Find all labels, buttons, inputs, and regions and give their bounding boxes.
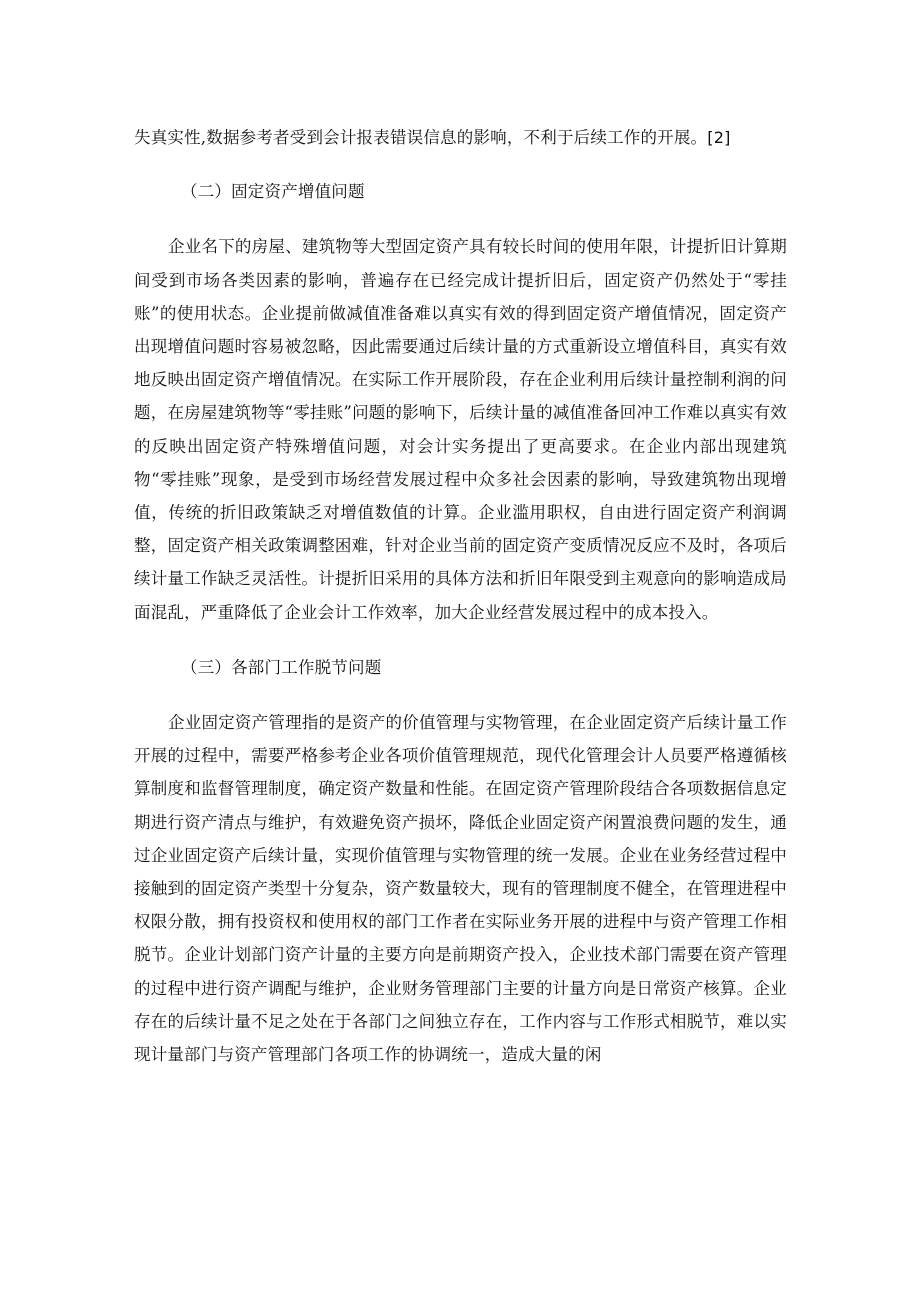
paragraph-department-disconnect: 企业固定资产管理指的是资产的价值管理与实物管理，在企业固定资产后续计量工作开展的过程中，需要严格参考企业各项价值管理规范，现代化管理会计人员要严格遵循核算制度和监督管理制度，确定资产数量和性能。在固定资产管理阶段结合各项数据信息定期进行资产清点与维护，有效避免资产损坏，降低企业固定资产闲置浪费问题的发生，通过企业固定资产后续计量，实现价值管理与实物管理的统一发展。企业在业务经营过程中接触到的固定资产类型十分复杂，资产数量较大，现有的管理制度不健全，在管理进程中权限分散，拥有投资权和使用权的部门工作者在实际业务开展的进程中与资产管理工作相脱节。企业计划部门资产计量的主要方向是前期资产投入，企业技术部门需要在资产管理的过程中进行资产调配与维护，企业财务管理部门主要的计量方向是日常资产核算。企业存在的后续计量不足之处在于各部门之间独立存在，工作内容与工作形式相脱节，难以实现计量部门与资产管理部门各项工作的协调统一，造成大量的闲 bbox=[134, 713, 787, 1065]
paragraph-continuation bbox=[134, 121, 787, 154]
paragraph-continuation-text: 失真实性,数据参考者受到会计报表错误信息的影响，不利于后续工作的开展。 bbox=[134, 128, 708, 147]
section-heading-2: （二）固定资产增值问题 bbox=[181, 182, 365, 202]
citation-reference: [2] bbox=[707, 128, 731, 147]
paragraph-fixed-asset-appreciation: 企业名下的房屋、建筑物等大型固定资产具有较长时间的使用年限，计提折旧计算期间受到市场各类因素的影响，普遍存在已经完成计提折旧后，固定资产仍然处于“零挂账”的使用状态。企业提前做减值准备难以真实有效的得到固定资产增值情况，固定资产出现增值问题时容易被忽略，因此需要通过后续计量的方式重新设立增值科目，真实有效地反映出固定资产增值情况。在实际工作开展阶段，存在企业利用后续计量控制利润的问题，在房屋建筑物等“零挂账”问题的影响下，后续计量的减值准备回冲工作难以真实有效的反映出固定资产特殊增值问题，对会计实务提出了更高要求。在企业内部出现建筑物“零挂账”现象，是受到市场经营发展过程中众多社会因素的影响，导致建筑物出现增值，传统的折旧政策缺乏对增值数值的计算。企业滥用职权，自由进行固定资产利润调整，固定资产相关政策调整困难，针对企业当前的固定资产变质情况反应不及时，各项后续计量工作缺乏灵活性。计提折旧采用的具体方法和折旧年限受到主观意向的影响造成局面混乱，严重降低了企业会计工作效率，加大企业经营发展过程中的成本投入。 bbox=[134, 237, 787, 622]
section-heading-3: （三）各部门工作脱节问题 bbox=[181, 657, 382, 677]
